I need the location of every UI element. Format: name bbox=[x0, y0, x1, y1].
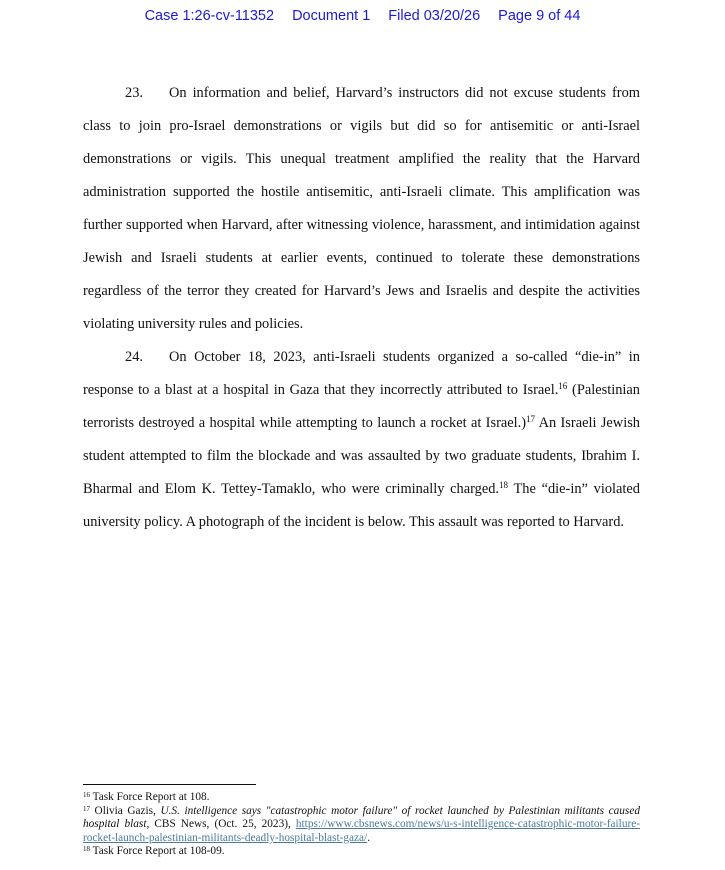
document-body bbox=[83, 77, 640, 539]
case-number: Case 1:26-cv-11352 bbox=[144, 8, 275, 24]
footnotes bbox=[83, 791, 640, 859]
footnote-number: 18 bbox=[83, 845, 90, 854]
footnote-source: , CBS News, (Oct. 25, 2023), bbox=[146, 818, 296, 831]
case-header bbox=[0, 8, 725, 24]
footnote-text: Task Force Report at 108-09. bbox=[90, 845, 225, 858]
paragraph-number: 24. bbox=[125, 349, 143, 365]
paragraph-number: 23. bbox=[125, 85, 143, 101]
paragraph-text: On information and belief, Harvard’s instructors did not excuse students from class to join pro-Israel demonstrations or vigils but did so for antisemitic or anti-Israel demonstrations or vigils. This unequal treatment amplified the reality that the Harvard administration supported the hostile antisemitic, anti-Israeli climate. This amplification was further supported when Harvard, after witnessing violence, harassment, and intimidation against Jewish and Israeli students at earlier events, continued to tolerate these demonstrations regardless of the terror they created for Harvard’s Jews and Israelis and despite the activities violating university rules and policies. bbox=[83, 85, 640, 332]
paragraph-text: An Israeli Jewish student attempted to film the blockade and was assaulted by two graduate students, Ibrahim I. Bharmal and Elom K. Tettey-Tamaklo, who were criminally charged. bbox=[83, 415, 640, 497]
footnote-ref-16[interactable]: 16 bbox=[558, 381, 568, 391]
citation-link[interactable]: https://www.cbsnews.com/news/u-s-intelligence-catastrophic-motor-failure-rocket-launch-palestinian-militants-deadly-hospital-blast-gaza/ bbox=[83, 818, 641, 844]
paragraph-text: On October 18, 2023, anti-Israeli students organized a so-called “die-in” in response to a blast at a hospital in Gaza that they incorrectly attributed to Israel. bbox=[83, 349, 640, 398]
paragraph-24 bbox=[83, 341, 640, 539]
footnote-divider bbox=[83, 784, 256, 785]
paragraph-text: The “die-in” violated university policy. A photograph of the incident is below. This assault was reported to Harvard. bbox=[83, 481, 640, 530]
document-number: Document 1 bbox=[292, 8, 371, 24]
footnote-text: Task Force Report at 108. bbox=[90, 791, 210, 803]
filed-date: Filed 03/20/26 bbox=[388, 8, 481, 24]
footnote-ref-18[interactable]: 18 bbox=[499, 480, 509, 490]
paragraph-23 bbox=[83, 77, 640, 341]
footnote-ref-17[interactable]: 17 bbox=[526, 414, 536, 424]
footnote-number: 16 bbox=[83, 791, 90, 799]
page-indicator: Page 9 of 44 bbox=[498, 8, 581, 24]
footnote-18 bbox=[83, 845, 640, 859]
footnote-author: Olivia Gazis, bbox=[90, 804, 161, 817]
article-title: U.S. intelligence says "catastrophic motor failure" of rocket launched by Palestinian militants caused hospital blast bbox=[83, 804, 640, 831]
footnote-number: 17 bbox=[83, 804, 90, 813]
paragraph-text: (Palestinian terrorists destroyed a hospital while attempting to launch a rocket at Israel.) bbox=[83, 382, 640, 431]
footnote-16 bbox=[83, 791, 640, 805]
footnote-end: . bbox=[367, 831, 371, 844]
footnote-17 bbox=[83, 805, 640, 846]
